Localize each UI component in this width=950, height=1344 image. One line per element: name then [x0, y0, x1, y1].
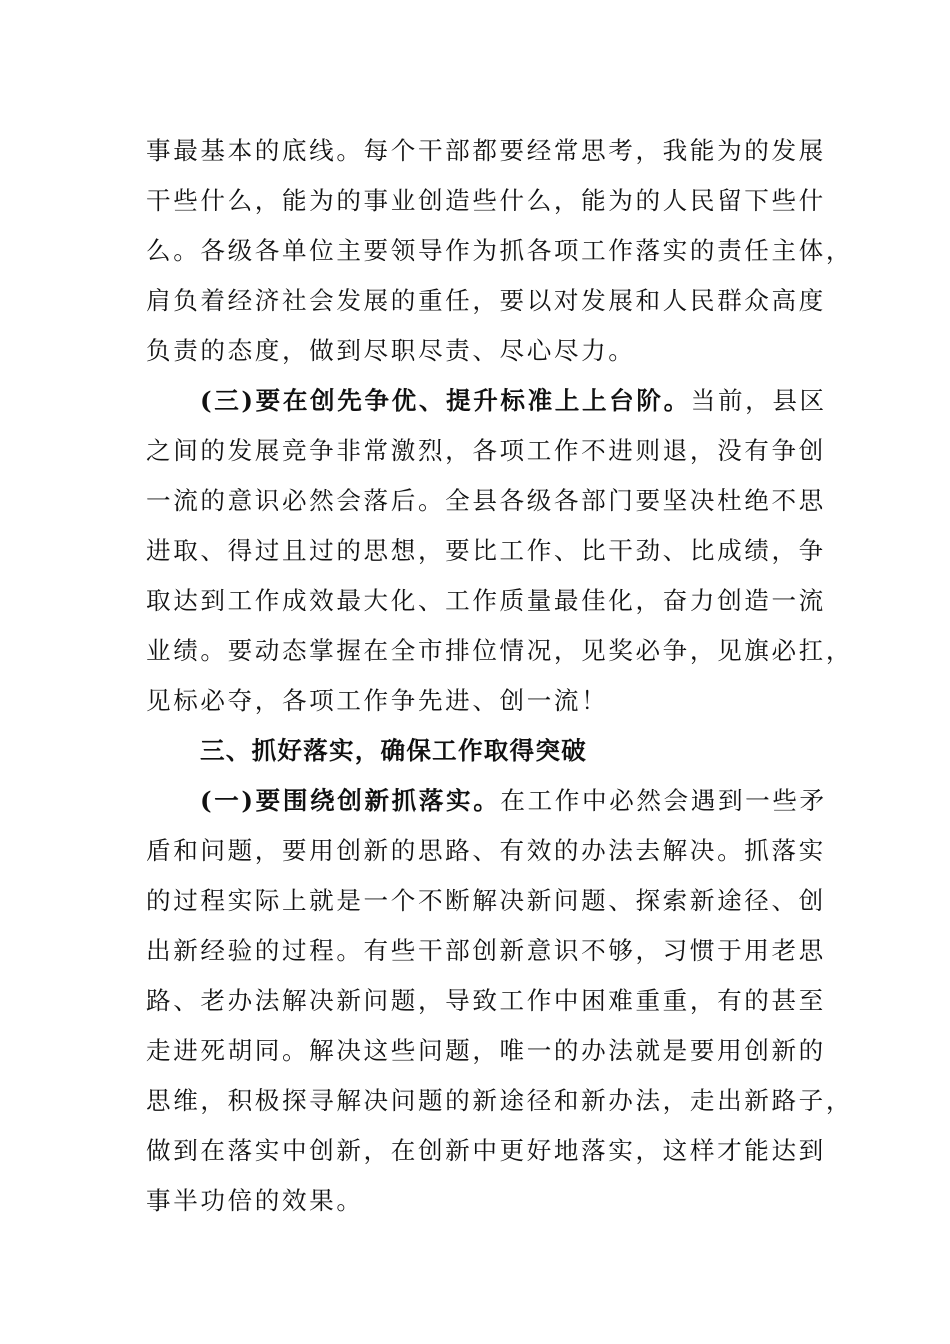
body-line: 事最基本的底线。每个干部都要经常思考，我能为的发展 [146, 136, 826, 165]
body-line: 见标必夺，各项工作争先进、创一流！ [146, 686, 609, 715]
paragraph-3-1-first-line [146, 776, 827, 826]
body-line: 干些什么，能为的事业创造些什么，能为的人民留下些什 [146, 186, 826, 215]
section-3-heading: 三、抓好落实，确保工作取得突破 [200, 736, 587, 765]
paragraph-3-1-first-rest: 在工作中必然会遇到一些矛 [500, 786, 827, 815]
body-line: 取达到工作成效最大化、工作质量最佳化，奋力创造一流 [146, 586, 826, 615]
paragraph-3-first-line [146, 376, 827, 426]
paragraph-3-first-rest: 当前，县区 [690, 386, 827, 415]
body-line: 进取、得过且过的思想，要比工作、比干劲、比成绩，争 [146, 536, 826, 565]
body-line: 一流的意识必然会落后。全县各级各部门要坚决杜绝不思 [146, 486, 826, 515]
body-line: 之间的发展竞争非常激烈，各项工作不进则退，没有争创 [146, 436, 826, 465]
body-line: 做到在落实中创新，在创新中更好地落实，这样才能达到 [146, 1136, 826, 1165]
body-line: 盾和问题，要用创新的思路、有效的办法去解决。抓落实 [146, 836, 826, 865]
body-line: 路、老办法解决新问题，导致工作中困难重重，有的甚至 [146, 986, 826, 1015]
body-line: 肩负着经济社会发展的重任，要以对发展和人民群众高度 [146, 286, 826, 315]
paragraph-3-lead: (三)要在创先争优、提升标准上上台阶。 [200, 386, 691, 415]
document-page [146, 126, 854, 1226]
body-line: 负责的态度，做到尽职尽责、尽心尽力。 [146, 336, 636, 365]
body-line: 的过程实际上就是一个不断解决新问题、探索新途径、创 [146, 886, 826, 915]
paragraph-3-1-lead: (一)要围绕创新抓落实。 [200, 786, 501, 815]
body-line: 走进死胡同。解决这些问题，唯一的办法就是要用创新的 [146, 1036, 826, 1065]
body-line: 事半功倍的效果。 [146, 1186, 364, 1215]
body-line: 思维，积极探寻解决问题的新途径和新办法，走出新路子， [146, 1086, 854, 1115]
body-line: 业绩。要动态掌握在全市排位情况，见奖必争，见旗必扛， [146, 636, 854, 665]
body-line: 么。各级各单位主要领导作为抓各项工作落实的责任主体， [146, 236, 854, 265]
body-line: 出新经验的过程。有些干部创新意识不够，习惯于用老思 [146, 936, 826, 965]
